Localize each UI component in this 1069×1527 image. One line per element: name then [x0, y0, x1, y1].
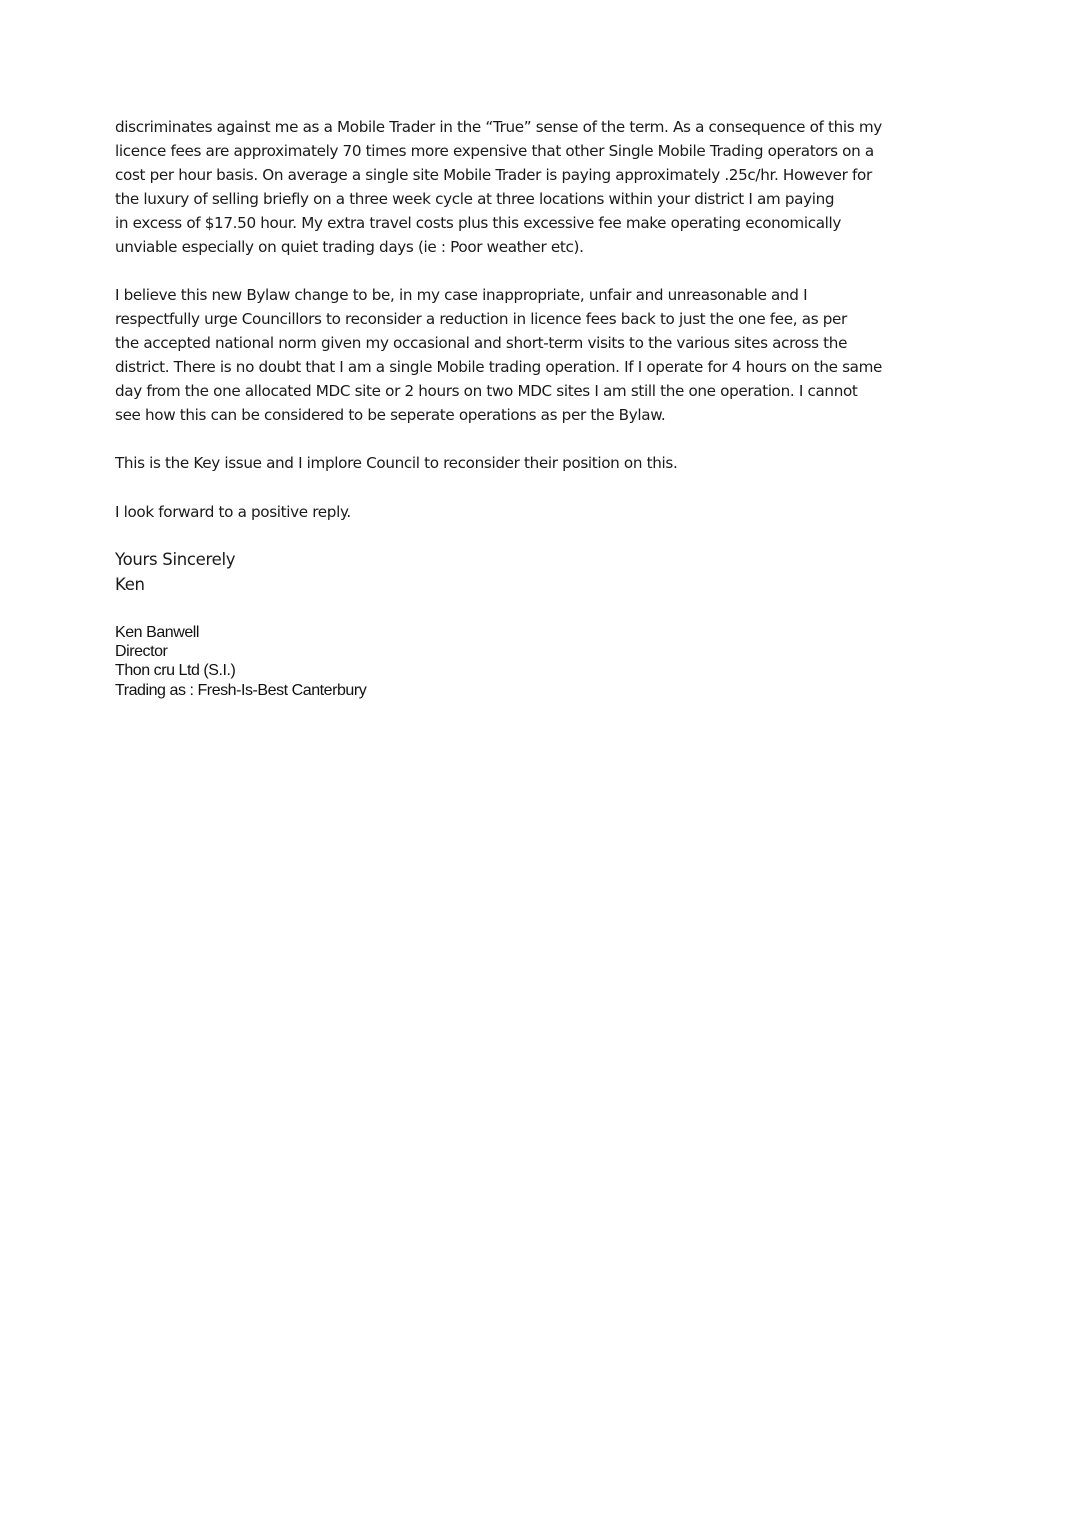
paragraph-line: respectfully urge Councillors to reconsider a reduction in licence fees back to just the one fee, as per	[115, 310, 847, 328]
paragraph-line: in excess of $17.50 hour. My extra travel costs plus this excessive fee make operating economically	[115, 214, 842, 232]
paragraph-line: discriminates against me as a Mobile Trader in the “True” sense of the term. As a consequence of this my	[115, 118, 882, 136]
paragraph-line: I believe this new Bylaw change to be, in my case inappropriate, unfair and unreasonable and I	[115, 286, 808, 304]
trading-name: Trading as : Fresh-Is-Best Canterbury	[115, 681, 367, 699]
signatory-title: Director	[115, 643, 168, 661]
paragraph-line: unviable especially on quiet trading days (ie : Poor weather etc).	[115, 238, 584, 256]
paragraph-bylaw	[115, 283, 965, 427]
paragraph-line: This is the Key issue and I implore Council to reconsider their position on this.	[115, 454, 678, 472]
paragraph-line: I look forward to a positive reply.	[115, 503, 351, 521]
paragraph-line: licence fees are approximately 70 times more expensive that other Single Mobile Trading operators on a	[115, 142, 874, 160]
paragraph-fees	[115, 115, 965, 259]
paragraph-line: district. There is no doubt that I am a single Mobile trading operation. If I operate for 4 hours on the same	[115, 358, 883, 376]
signature-block	[115, 623, 366, 700]
closing-name: Ken	[115, 574, 145, 594]
paragraph-reply	[115, 500, 965, 524]
paragraph-line: the accepted national norm given my occasional and short-term visits to the various sites across the	[115, 334, 848, 352]
paragraph-line: day from the one allocated MDC site or 2 hours on two MDC sites I am still the one operation. I cannot	[115, 382, 858, 400]
paragraph-line: the luxury of selling briefly on a three week cycle at three locations within your district I am paying	[115, 190, 835, 208]
paragraph-line: see how this can be considered to be seperate operations as per the Bylaw.	[115, 406, 666, 424]
paragraph-line: cost per hour basis. On average a single site Mobile Trader is paying approximately .25c/hr. However for	[115, 166, 872, 184]
signatory-name: Ken Banwell	[115, 624, 199, 641]
paragraph-key-issue	[115, 451, 965, 475]
company-name: Thon cru Ltd (S.I.)	[115, 662, 236, 680]
closing	[115, 548, 235, 597]
valediction: Yours Sincerely	[115, 550, 236, 569]
